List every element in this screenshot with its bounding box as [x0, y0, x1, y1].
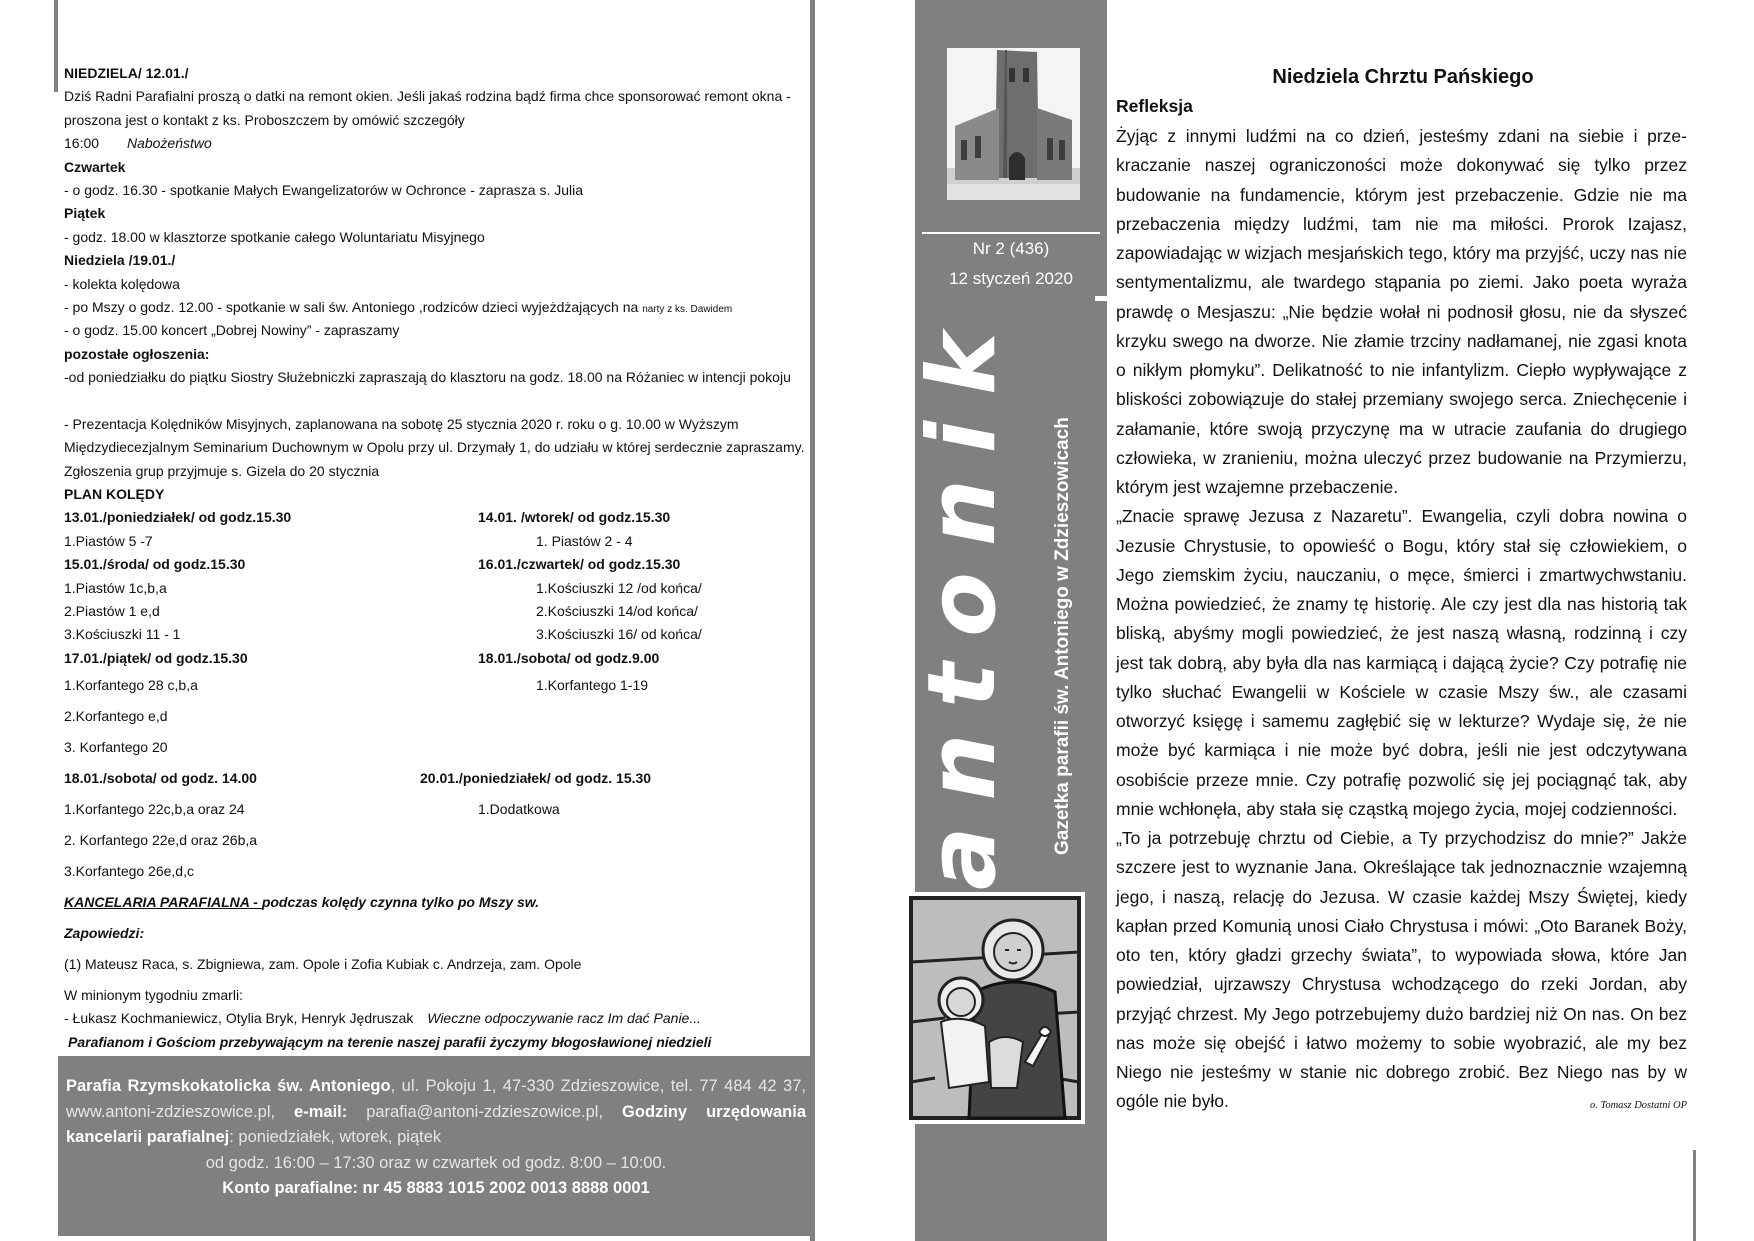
plan-day: 18.01./sobota/ od godz. 14.00: [64, 770, 257, 787]
plan-street: 1.Piastów 5 -7: [64, 532, 153, 549]
next-sunday-small: narty z ks. Dawidem: [642, 303, 733, 315]
parish-footer: [58, 1056, 810, 1236]
masthead-title: antonik: [908, 306, 1017, 890]
plan-day: 20.01./poniedziałek/ od godz. 15.30: [420, 770, 652, 787]
plan-row: [64, 825, 814, 856]
plan-heading: PLAN KOLĘDY: [64, 486, 165, 503]
next-sunday-item: - o godz. 15.00 koncert „Dobrej Nowiny” - zapraszamy: [64, 322, 400, 339]
plan-street: 3.Korfantego 26e,d,c: [64, 863, 194, 880]
banns-heading: Zapowiedzi:: [64, 925, 145, 942]
deceased-row: [64, 1007, 814, 1030]
next-sunday-item: [64, 296, 814, 319]
other-item: -od poniedziałku do piątku Siostry Służebniczki zapraszają do klasztoru na godz. 18.00 na Różaniec w intencji pokoju: [64, 369, 791, 386]
announcements: [64, 62, 814, 1054]
wishes: Parafianom i Gościom przebywającym na terenie naszej parafii życzymy błogosławionej niedzieli: [68, 1033, 712, 1050]
service-time: 16:00: [64, 135, 100, 152]
parish-email: parafia@antoni-zdzieszowice.pl,: [347, 1102, 604, 1121]
plan-row: [64, 506, 814, 529]
article-paragraph: [1116, 824, 1687, 1117]
issue-number: Nr 2 (436): [972, 239, 1050, 258]
hours-label: Godziny urzędowania kancelarii parafialnej: [66, 1102, 807, 1146]
deceased-heading: W minionym tygodniu zmarli:: [64, 987, 243, 1004]
banns-item: (1) Mateusz Raca, s. Zbigniewa, zam. Opole i Zofia Kubiak c. Andrzeja, zam. Opole: [64, 956, 582, 973]
plan-street: 1.Korfantego 28 c,b,a: [64, 677, 198, 694]
plan-row: [64, 600, 814, 623]
plan-row: [64, 647, 814, 670]
saint-anthony-image: [905, 892, 1085, 1124]
hours-times: od godz. 16:00 – 17:30 oraz w czwartek od godz. 8:00 – 10:00.: [205, 1153, 667, 1172]
footer-text: [66, 1074, 806, 1202]
email-label: e-mail:: [294, 1102, 348, 1121]
plan-row: [64, 856, 814, 887]
plan-day: 15.01./środa/ od godz.15.30: [64, 556, 246, 573]
thursday-heading: Czwartek: [64, 158, 126, 175]
plan-street: 1.Korfantego 1-19: [536, 677, 649, 694]
office-note-label: KANCELARIA PARAFIALNA -: [64, 894, 262, 911]
plan-day: 18.01./sobota/ od godz.9.00: [478, 649, 660, 666]
friday-heading: Piątek: [64, 205, 106, 222]
plan-street: 1.Kościuszki 12 /od końca/: [536, 579, 702, 596]
office-note: [64, 887, 814, 918]
article-paragraph-text: „To ja potrzebuję chrztu od Ciebie, a Ty przychodzisz do mnie?” Jakże szczere jest to wyznanie Jana. Określające tak jednoznacznie wzajemną jego, i naszą, relację do Jezusa. W czasie każdej Mszy Świętej, kiedy kapłan przed Komunią unosi Ciało Chrystusa i mówi: „Oto Baranek Boży, oto ten, który gładzi grzechy świata”, to wypowiada słowa, które Jan powiedział, ujrzawszy Chrystusa wchodzącego do rzeki Jordan, aby przyjąć chrzest. My Jego potrzebujemy dużo bardziej niż On nas. On bez nas może się obejść i łatwo możemy to sobie wyobrazić, ale my bez Niego nie jesteśmy w stanie nic dobrego zrobić. Bez Niego nas by w ogóle nie było.: [1116, 828, 1687, 1112]
next-sunday-item: - kolekta kolędowa: [64, 275, 180, 292]
plan-row: [64, 794, 814, 825]
service-name: Nabożeństwo: [126, 135, 212, 152]
parish-address: , ul. Pokoju 1, 47-330 Zdzieszowice, tel. 77 484 42 37, www.antoni-zdzieszowice.pl,: [66, 1077, 806, 1121]
plan-street: 1.Piastów 1c,b,a: [64, 579, 167, 596]
next-sunday-text: - po Mszy o godz. 12.00 - spotkanie w sali św. Antoniego ,rodziców dzieci wyjeżdżających na: [64, 298, 639, 315]
plan-day: 13.01./poniedziałek/ od godz.15.30: [64, 509, 292, 526]
bank-account: Konto parafialne: nr 45 8883 1015 2002 0013 8888 0001: [222, 1179, 650, 1197]
masthead-subtitle: Gazetka parafii św. Antoniego w Zdzieszowicach: [1052, 417, 1073, 855]
plan-day: 17.01./piątek/ od godz.15.30: [64, 649, 248, 666]
plan-row: [64, 577, 814, 600]
article-title: Niedziela Chrztu Pańskiego: [1272, 66, 1534, 88]
issue-box: [922, 232, 1100, 296]
office-note-text: podczas kolędy czynna tylko po Mszy sw.: [261, 894, 540, 911]
plan-street: 1.Korfantego 22c,b,a oraz 24: [64, 801, 245, 818]
other-heading: pozostałe ogłoszenia:: [64, 345, 210, 362]
right-frame-bar: [1693, 1150, 1696, 1241]
deceased-names: - Łukasz Kochmaniewicz, Otylia Bryk, Henryk Jędruszak: [64, 1010, 414, 1027]
parish-name: Parafia Rzymskokatolicka św. Antoniego: [66, 1077, 391, 1095]
left-frame-bar: [54, 0, 58, 92]
issue-date: 12 styczeń 2020: [949, 269, 1073, 288]
plan-row: [64, 530, 814, 553]
other-item: - Prezentacja Kolędników Misyjnych, zaplanowana na sobotę 25 stycznia 2020 r. roku o g. 10.00 w Wyższym Międzydiecezjalnym Seminarium Duchownym w Opolu przy ul. Drzymały 1, do udziału w której serdecznie zapraszamy. Zgłoszenia grup przyjmuje s. Gizela do 20 stycznia: [64, 415, 805, 479]
plan-row: [64, 670, 814, 701]
plan-street: 2. Korfantego 22e,d oraz 26b,a: [64, 832, 258, 849]
plan-street: 3. Korfantego 20: [64, 739, 168, 756]
service-row: [64, 132, 814, 155]
plan-row: [64, 701, 814, 732]
friday-text: - godz. 18.00 w klasztorze spotkanie całego Woluntariatu Misyjnego: [64, 228, 485, 245]
issue-tab: [1095, 296, 1107, 301]
article-signature: o. Tomasz Dostatni OP: [1589, 1100, 1687, 1112]
plan-street: 2.Piastów 1 e,d: [64, 603, 160, 620]
deceased-prayer: Wieczne odpoczywanie racz Im dać Panie...: [427, 1010, 702, 1027]
article-heading: Refleksja: [1116, 96, 1193, 116]
plan-street: 3.Kościuszki 11 - 1: [64, 626, 181, 643]
plan-street: 3.Kościuszki 16/ od końca/: [536, 626, 702, 643]
plan-street: 1. Piastów 2 - 4: [536, 532, 633, 549]
article-paragraph: „Znacie sprawę Jezusa z Nazaretu”. Ewangelia, czyli dobra nowina o Jezusie Chrystusie, to opowieść o Bogu, który stał się człowiekiem, o Jego ziemskim życiu, nauczaniu, o męce, śmierci i zmartwychwstaniu. Można powiedzieć, że znamy tę historię. Ale czy jest dla nas historią tak bliską, abyśmy mogli powiedzieć, że jest naszą własną, rodzinną i czy jest tak dobrą, aby była dla nas karmiącą i dającą życie? Czy potrafię nie tylko słuchać Ewangelii w Kościele w czasie Mszy św., ale czasami otworzyć księgę i samemu zagłębić się w lekturze? Wydaje się, że nie może być karmiąca i nie może być dobra, jeśli nie jest odczytywana osobiście przeze mnie. Czy potrafię pozwolić się jej pociągnąć tak, aby mnie wchłonęła, aby stała się cząstką mojego życia, mojej codzienności.: [1116, 506, 1687, 819]
hours-days: : poniedziałek, wtorek, piątek: [229, 1128, 442, 1146]
next-sunday-heading: Niedziela /19.01./: [64, 252, 176, 269]
stained-glass-icon: [905, 892, 1085, 1124]
plan-street: 2.Kościuszki 14/od końca/: [536, 603, 698, 620]
church-photo: [947, 48, 1080, 200]
church-image: [947, 48, 1080, 200]
sunday-heading: NIEDZIELA/ 12.01./: [64, 65, 189, 81]
thursday-text: - o godz. 16.30 - spotkanie Małych Ewangelizatorów w Ochronce - zaprasza s. Julia: [64, 181, 584, 198]
plan-row: [64, 732, 814, 763]
plan-day: 16.01./czwartek/ od godz.15.30: [478, 556, 681, 573]
article-paragraph: Żyjąc z innymi ludźmi na co dzień, jesteśmy zdani na siebie i przekraczanie naszej ograniczoności może dokonywać się tylko przez budowanie na fundamencie, którym jest przebaczenie. Gdzie nie ma przebaczenia między ludźmi, tam nie ma miłości. Prorok Izajasz, zapowiadając w wizjach mesjańskich tego, który ma przyjść, uczy nas nie sentymentalizmu, ale twardego stąpania po ziemi. Jako poeta wyraża prawdę o Mesjaszu: „Nie będzie wołał ni podnosił głosu, nie da słyszeć krzyku swego na dworze. Nie złamie trzciny nadłamanej, nie zgasi knota o nikłym płomyku”. Delikatność to nie infantylizm. Ciepło wypływające z bliskości zobowiązuje do stałej przemiany swojego serca. Zniechęcenie i załamanie, które swoją przyczynę ma w utracie zaufania do drugiego człowieka, w zranieniu, można uleczyć przez budowanie na Przymierzu, którym jest wzajemne przebaczenie.: [1116, 126, 1687, 497]
article-body: [1116, 122, 1687, 1121]
plan-street: 2.Korfantego e,d: [64, 708, 168, 725]
plan-row: [64, 763, 814, 794]
plan-row: [64, 623, 814, 646]
plan-day: 14.01. /wtorek/ od godz.15.30: [478, 509, 671, 526]
sunday-text: Dziś Radni Parafialni proszą o datki na remont okien. Jeśli jakaś rodzina bądź firma chce sponsorować remont okna - proszona jest o kontakt z ks. Proboszczem by omówić szczegóły: [64, 88, 791, 128]
plan-row: [64, 553, 814, 576]
plan-street: 1.Dodatkowa: [478, 801, 560, 818]
